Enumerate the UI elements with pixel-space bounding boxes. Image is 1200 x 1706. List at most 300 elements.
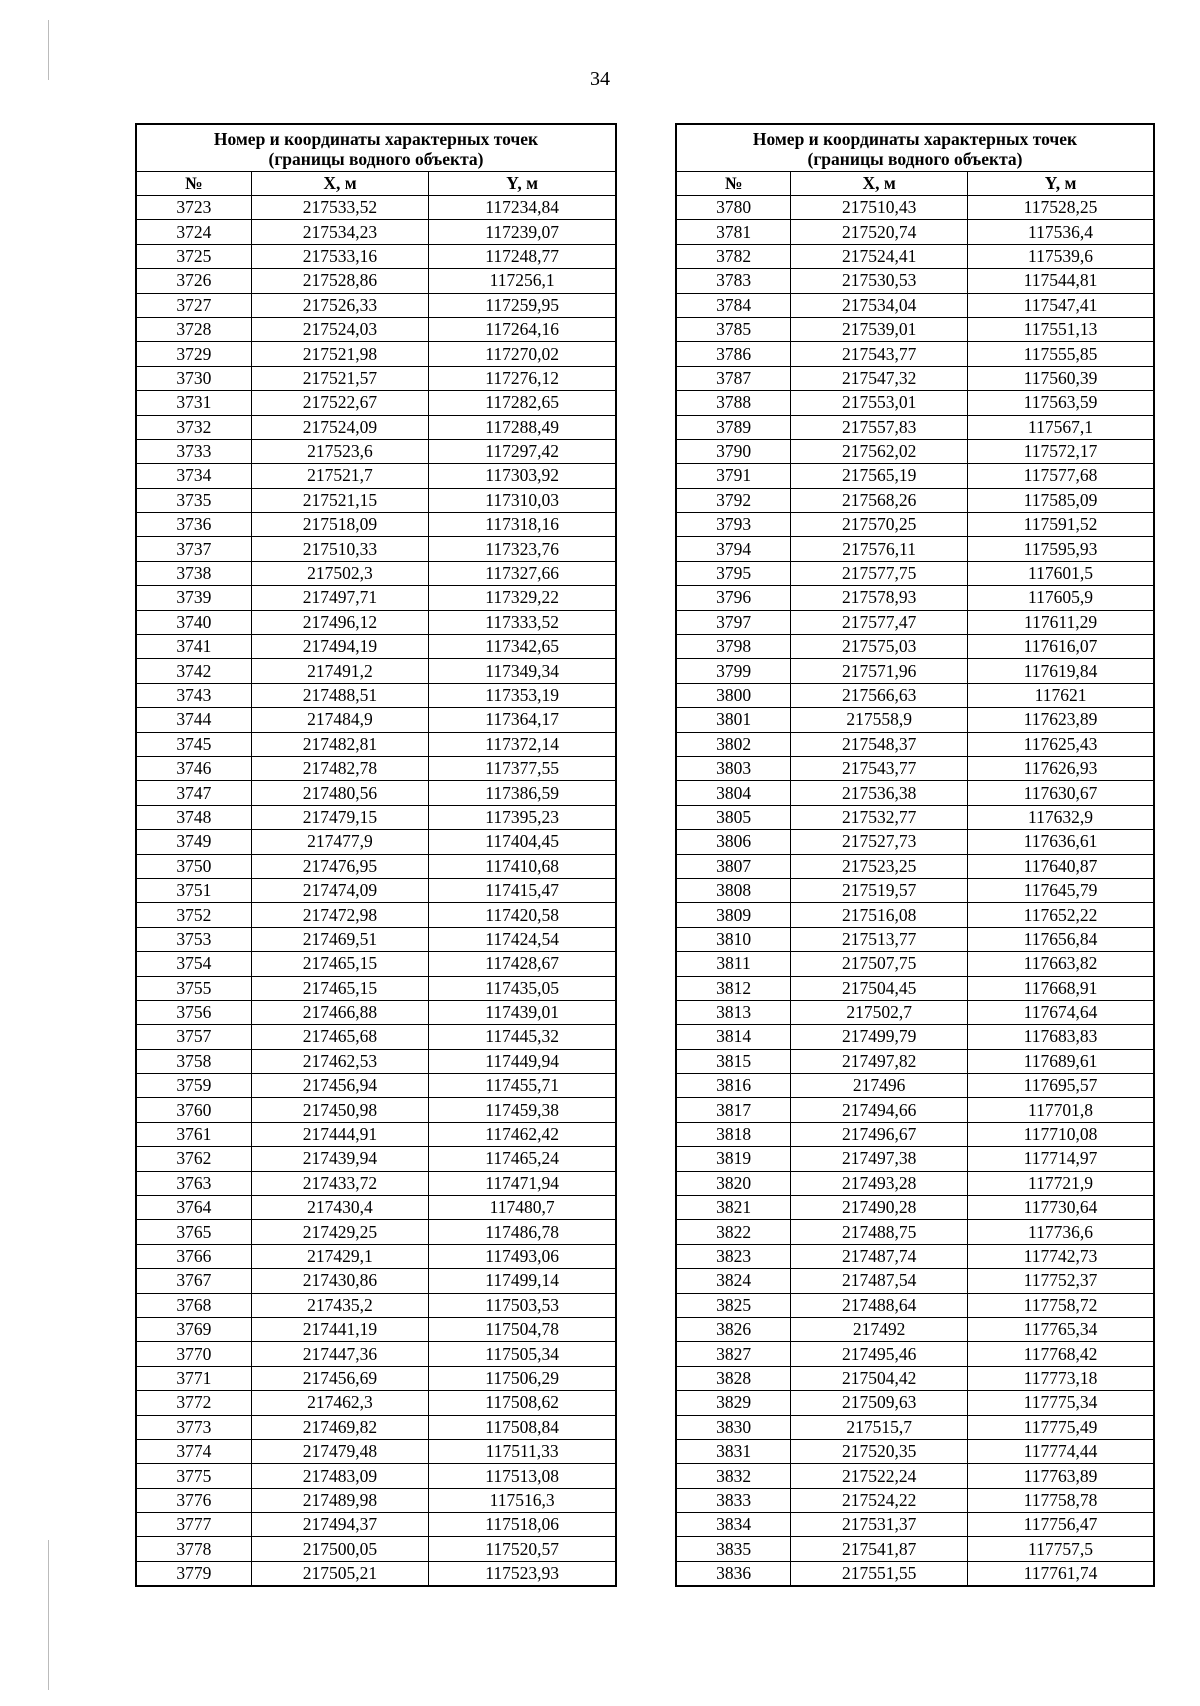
cell-x-coordinate: 217497,71 — [251, 586, 429, 610]
cell-point-number: 3748 — [136, 805, 251, 829]
cell-point-number: 3786 — [676, 342, 791, 366]
cell-x-coordinate: 217430,4 — [251, 1196, 429, 1220]
cell-y-coordinate: 117714,97 — [968, 1147, 1154, 1171]
cell-x-coordinate: 217522,24 — [791, 1464, 968, 1488]
cell-x-coordinate: 217516,08 — [791, 903, 968, 927]
cell-y-coordinate: 117297,42 — [429, 439, 616, 463]
cell-y-coordinate: 117404,45 — [429, 830, 616, 854]
table-row — [676, 1171, 1154, 1195]
cell-x-coordinate: 217483,09 — [251, 1464, 429, 1488]
cell-x-coordinate: 217571,96 — [791, 659, 968, 683]
cell-x-coordinate: 217456,69 — [251, 1366, 429, 1390]
table-row — [676, 1098, 1154, 1122]
cell-x-coordinate: 217547,32 — [791, 366, 968, 390]
table-row — [136, 1049, 616, 1073]
cell-x-coordinate: 217521,57 — [251, 366, 429, 390]
table-row — [676, 1537, 1154, 1561]
cell-x-coordinate: 217524,03 — [251, 317, 429, 341]
table-row — [676, 781, 1154, 805]
cell-x-coordinate: 217576,11 — [791, 537, 968, 561]
table-row — [136, 366, 616, 390]
cell-point-number: 3759 — [136, 1074, 251, 1098]
cell-point-number: 3796 — [676, 586, 791, 610]
cell-point-number: 3778 — [136, 1537, 251, 1561]
table-row — [676, 488, 1154, 512]
cell-x-coordinate: 217513,77 — [791, 927, 968, 951]
table-caption — [676, 124, 1154, 172]
cell-point-number: 3758 — [136, 1049, 251, 1073]
cell-y-coordinate: 117663,82 — [968, 952, 1154, 976]
cell-x-coordinate: 217530,53 — [791, 269, 968, 293]
cell-x-coordinate: 217558,9 — [791, 708, 968, 732]
table-row — [676, 1342, 1154, 1366]
table-row — [676, 1269, 1154, 1293]
table-row — [676, 952, 1154, 976]
table-row — [136, 659, 616, 683]
table-row — [136, 1098, 616, 1122]
cell-x-coordinate: 217543,77 — [791, 756, 968, 780]
cell-x-coordinate: 217570,25 — [791, 513, 968, 537]
table-row — [136, 1025, 616, 1049]
cell-point-number: 3777 — [136, 1513, 251, 1537]
table-row — [676, 1513, 1154, 1537]
cell-x-coordinate: 217462,3 — [251, 1391, 429, 1415]
cell-point-number: 3795 — [676, 561, 791, 585]
cell-x-coordinate: 217429,25 — [251, 1220, 429, 1244]
cell-x-coordinate: 217488,75 — [791, 1220, 968, 1244]
cell-point-number: 3739 — [136, 586, 251, 610]
table-row — [136, 1000, 616, 1024]
cell-x-coordinate: 217488,64 — [791, 1293, 968, 1317]
cell-point-number: 3827 — [676, 1342, 791, 1366]
cell-y-coordinate: 117415,47 — [429, 878, 616, 902]
table-row — [676, 1244, 1154, 1268]
table-row — [676, 1366, 1154, 1390]
cell-y-coordinate: 117595,93 — [968, 537, 1154, 561]
table-row — [676, 293, 1154, 317]
table-row — [136, 830, 616, 854]
cell-x-coordinate: 217551,55 — [791, 1561, 968, 1586]
table-row — [676, 244, 1154, 268]
cell-point-number: 3729 — [136, 342, 251, 366]
table-row — [676, 854, 1154, 878]
cell-point-number: 3801 — [676, 708, 791, 732]
cell-y-coordinate: 117486,78 — [429, 1220, 616, 1244]
cell-point-number: 3815 — [676, 1049, 791, 1073]
cell-y-coordinate: 117318,16 — [429, 513, 616, 537]
cell-point-number: 3750 — [136, 854, 251, 878]
cell-x-coordinate: 217441,19 — [251, 1317, 429, 1341]
table-row — [136, 683, 616, 707]
cell-y-coordinate: 117516,3 — [429, 1488, 616, 1512]
cell-point-number: 3767 — [136, 1269, 251, 1293]
cell-point-number: 3813 — [676, 1000, 791, 1024]
cell-y-coordinate: 117323,76 — [429, 537, 616, 561]
cell-point-number: 3760 — [136, 1098, 251, 1122]
cell-x-coordinate: 217487,74 — [791, 1244, 968, 1268]
cell-y-coordinate: 117493,06 — [429, 1244, 616, 1268]
cell-y-coordinate: 117555,85 — [968, 342, 1154, 366]
cell-point-number: 3779 — [136, 1561, 251, 1586]
cell-point-number: 3734 — [136, 464, 251, 488]
cell-y-coordinate: 117506,29 — [429, 1366, 616, 1390]
cell-point-number: 3763 — [136, 1171, 251, 1195]
cell-point-number: 3765 — [136, 1220, 251, 1244]
cell-x-coordinate: 217435,2 — [251, 1293, 429, 1317]
cell-x-coordinate: 217496,67 — [791, 1122, 968, 1146]
table-row — [676, 1415, 1154, 1439]
table-row — [676, 1220, 1154, 1244]
cell-point-number: 3733 — [136, 439, 251, 463]
cell-y-coordinate: 117756,47 — [968, 1513, 1154, 1537]
cell-y-coordinate: 117625,43 — [968, 732, 1154, 756]
cell-y-coordinate: 117757,5 — [968, 1537, 1154, 1561]
cell-y-coordinate: 117310,03 — [429, 488, 616, 512]
table-row — [676, 927, 1154, 951]
cell-x-coordinate: 217504,42 — [791, 1366, 968, 1390]
cell-x-coordinate: 217524,41 — [791, 244, 968, 268]
cell-x-coordinate: 217518,09 — [251, 513, 429, 537]
cell-point-number: 3799 — [676, 659, 791, 683]
cell-y-coordinate: 117656,84 — [968, 927, 1154, 951]
cell-y-coordinate: 117503,53 — [429, 1293, 616, 1317]
cell-point-number: 3757 — [136, 1025, 251, 1049]
cell-x-coordinate: 217527,73 — [791, 830, 968, 854]
cell-y-coordinate: 117504,78 — [429, 1317, 616, 1341]
cell-point-number: 3745 — [136, 732, 251, 756]
cell-y-coordinate: 117499,14 — [429, 1269, 616, 1293]
cell-point-number: 3803 — [676, 756, 791, 780]
cell-y-coordinate: 117342,65 — [429, 635, 616, 659]
cell-point-number: 3725 — [136, 244, 251, 268]
cell-x-coordinate: 217491,2 — [251, 659, 429, 683]
cell-x-coordinate: 217482,81 — [251, 732, 429, 756]
table-row — [136, 1317, 616, 1341]
cell-point-number: 3754 — [136, 952, 251, 976]
table-row — [676, 586, 1154, 610]
cell-x-coordinate: 217510,33 — [251, 537, 429, 561]
cell-y-coordinate: 117652,22 — [968, 903, 1154, 927]
cell-y-coordinate: 117528,25 — [968, 196, 1154, 220]
cell-y-coordinate: 117424,54 — [429, 927, 616, 951]
cell-y-coordinate: 117544,81 — [968, 269, 1154, 293]
cell-y-coordinate: 117276,12 — [429, 366, 616, 390]
cell-point-number: 3808 — [676, 878, 791, 902]
cell-x-coordinate: 217494,37 — [251, 1513, 429, 1537]
cell-x-coordinate: 217490,28 — [791, 1196, 968, 1220]
cell-x-coordinate: 217507,75 — [791, 952, 968, 976]
table-row — [136, 488, 616, 512]
cell-point-number: 3810 — [676, 927, 791, 951]
table-row — [136, 1537, 616, 1561]
cell-point-number: 3735 — [136, 488, 251, 512]
cell-x-coordinate: 217439,94 — [251, 1147, 429, 1171]
cell-point-number: 3743 — [136, 683, 251, 707]
column-header-x: X, м — [791, 172, 968, 196]
cell-x-coordinate: 217429,1 — [251, 1244, 429, 1268]
cell-point-number: 3782 — [676, 244, 791, 268]
cell-x-coordinate: 217524,22 — [791, 1488, 968, 1512]
cell-y-coordinate: 117459,38 — [429, 1098, 616, 1122]
cell-x-coordinate: 217474,09 — [251, 878, 429, 902]
cell-y-coordinate: 117539,6 — [968, 244, 1154, 268]
table-row — [676, 513, 1154, 537]
cell-point-number: 3723 — [136, 196, 251, 220]
table-row — [136, 244, 616, 268]
table-row — [136, 1171, 616, 1195]
cell-point-number: 3751 — [136, 878, 251, 902]
table-row — [676, 1464, 1154, 1488]
cell-x-coordinate: 217494,19 — [251, 635, 429, 659]
cell-point-number: 3818 — [676, 1122, 791, 1146]
table-caption-line2: (границы водного объекта) — [268, 149, 484, 169]
cell-y-coordinate: 117523,93 — [429, 1561, 616, 1586]
cell-y-coordinate: 117758,78 — [968, 1488, 1154, 1512]
table-row — [136, 1439, 616, 1463]
column-header-number: № — [676, 172, 791, 196]
cell-y-coordinate: 117508,84 — [429, 1415, 616, 1439]
cell-x-coordinate: 217509,63 — [791, 1391, 968, 1415]
cell-y-coordinate: 117710,08 — [968, 1122, 1154, 1146]
cell-x-coordinate: 217578,93 — [791, 586, 968, 610]
cell-point-number: 3737 — [136, 537, 251, 561]
cell-y-coordinate: 117775,34 — [968, 1391, 1154, 1415]
table-row — [676, 1391, 1154, 1415]
coordinates-table-left — [135, 123, 617, 1587]
table-row — [676, 269, 1154, 293]
cell-point-number: 3738 — [136, 561, 251, 585]
cell-x-coordinate: 217520,35 — [791, 1439, 968, 1463]
table-row — [676, 439, 1154, 463]
cell-point-number: 3744 — [136, 708, 251, 732]
cell-point-number: 3761 — [136, 1122, 251, 1146]
cell-point-number: 3770 — [136, 1342, 251, 1366]
table-body — [136, 196, 616, 1587]
cell-x-coordinate: 217521,98 — [251, 342, 429, 366]
cell-point-number: 3740 — [136, 610, 251, 634]
cell-y-coordinate: 117721,9 — [968, 1171, 1154, 1195]
table-row — [136, 391, 616, 415]
cell-y-coordinate: 117623,89 — [968, 708, 1154, 732]
cell-point-number: 3788 — [676, 391, 791, 415]
table-row — [676, 366, 1154, 390]
cell-y-coordinate: 117630,67 — [968, 781, 1154, 805]
cell-x-coordinate: 217430,86 — [251, 1269, 429, 1293]
cell-point-number: 3776 — [136, 1488, 251, 1512]
cell-x-coordinate: 217523,6 — [251, 439, 429, 463]
cell-x-coordinate: 217519,57 — [791, 878, 968, 902]
cell-x-coordinate: 217447,36 — [251, 1342, 429, 1366]
table-row — [676, 1049, 1154, 1073]
cell-x-coordinate: 217577,75 — [791, 561, 968, 585]
cell-y-coordinate: 117364,17 — [429, 708, 616, 732]
cell-y-coordinate: 117619,84 — [968, 659, 1154, 683]
cell-point-number: 3806 — [676, 830, 791, 854]
cell-y-coordinate: 117445,32 — [429, 1025, 616, 1049]
table-row — [676, 561, 1154, 585]
cell-point-number: 3822 — [676, 1220, 791, 1244]
cell-x-coordinate: 217526,33 — [251, 293, 429, 317]
cell-point-number: 3756 — [136, 1000, 251, 1024]
cell-point-number: 3831 — [676, 1439, 791, 1463]
cell-y-coordinate: 117513,08 — [429, 1464, 616, 1488]
cell-y-coordinate: 117611,29 — [968, 610, 1154, 634]
table-row — [136, 635, 616, 659]
cell-y-coordinate: 117621 — [968, 683, 1154, 707]
table-row — [136, 464, 616, 488]
table-row — [676, 196, 1154, 220]
cell-y-coordinate: 117505,34 — [429, 1342, 616, 1366]
cell-y-coordinate: 117572,17 — [968, 439, 1154, 463]
cell-y-coordinate: 117683,83 — [968, 1025, 1154, 1049]
table-row — [676, 610, 1154, 634]
cell-y-coordinate: 117632,9 — [968, 805, 1154, 829]
cell-x-coordinate: 217566,63 — [791, 683, 968, 707]
cell-point-number: 3731 — [136, 391, 251, 415]
table-row — [136, 1391, 616, 1415]
cell-y-coordinate: 117288,49 — [429, 415, 616, 439]
cell-x-coordinate: 217504,45 — [791, 976, 968, 1000]
cell-y-coordinate: 117626,93 — [968, 756, 1154, 780]
cell-y-coordinate: 117563,59 — [968, 391, 1154, 415]
cell-point-number: 3785 — [676, 317, 791, 341]
cell-y-coordinate: 117439,01 — [429, 1000, 616, 1024]
table-row — [676, 903, 1154, 927]
cell-point-number: 3811 — [676, 952, 791, 976]
column-header-x: X, м — [251, 172, 429, 196]
cell-x-coordinate: 217469,82 — [251, 1415, 429, 1439]
cell-x-coordinate: 217497,38 — [791, 1147, 968, 1171]
cell-point-number: 3823 — [676, 1244, 791, 1268]
table-row — [676, 537, 1154, 561]
cell-point-number: 3747 — [136, 781, 251, 805]
cell-point-number: 3794 — [676, 537, 791, 561]
table-row — [136, 513, 616, 537]
cell-point-number: 3764 — [136, 1196, 251, 1220]
cell-x-coordinate: 217484,9 — [251, 708, 429, 732]
cell-x-coordinate: 217466,88 — [251, 1000, 429, 1024]
cell-point-number: 3816 — [676, 1074, 791, 1098]
cell-y-coordinate: 117616,07 — [968, 635, 1154, 659]
cell-point-number: 3828 — [676, 1366, 791, 1390]
cell-point-number: 3797 — [676, 610, 791, 634]
table-row — [676, 805, 1154, 829]
cell-y-coordinate: 117668,91 — [968, 976, 1154, 1000]
table-row — [136, 293, 616, 317]
cell-y-coordinate: 117508,62 — [429, 1391, 616, 1415]
cell-point-number: 3784 — [676, 293, 791, 317]
cell-point-number: 3726 — [136, 269, 251, 293]
table-row — [136, 610, 616, 634]
table-row — [136, 903, 616, 927]
cell-y-coordinate: 117591,52 — [968, 513, 1154, 537]
table-row — [136, 269, 616, 293]
table-row — [676, 220, 1154, 244]
cell-y-coordinate: 117333,52 — [429, 610, 616, 634]
cell-point-number: 3730 — [136, 366, 251, 390]
cell-y-coordinate: 117462,42 — [429, 1122, 616, 1146]
table-row — [136, 439, 616, 463]
cell-x-coordinate: 217565,19 — [791, 464, 968, 488]
cell-y-coordinate: 117758,72 — [968, 1293, 1154, 1317]
cell-point-number: 3787 — [676, 366, 791, 390]
cell-y-coordinate: 117303,92 — [429, 464, 616, 488]
column-header-y: Y, м — [968, 172, 1154, 196]
cell-y-coordinate: 117567,1 — [968, 415, 1154, 439]
table-row — [136, 976, 616, 1000]
cell-y-coordinate: 117234,84 — [429, 196, 616, 220]
table-row — [136, 537, 616, 561]
cell-point-number: 3773 — [136, 1415, 251, 1439]
column-header-number: № — [136, 172, 251, 196]
cell-x-coordinate: 217523,25 — [791, 854, 968, 878]
table-row — [676, 415, 1154, 439]
table-row — [136, 1293, 616, 1317]
cell-x-coordinate: 217476,95 — [251, 854, 429, 878]
cell-x-coordinate: 217433,72 — [251, 1171, 429, 1195]
cell-x-coordinate: 217521,7 — [251, 464, 429, 488]
cell-x-coordinate: 217489,98 — [251, 1488, 429, 1512]
cell-x-coordinate: 217465,15 — [251, 952, 429, 976]
cell-point-number: 3820 — [676, 1171, 791, 1195]
cell-point-number: 3774 — [136, 1439, 251, 1463]
table-row — [136, 1196, 616, 1220]
table-row — [136, 586, 616, 610]
cell-x-coordinate: 217539,01 — [791, 317, 968, 341]
table-row — [136, 927, 616, 951]
cell-point-number: 3812 — [676, 976, 791, 1000]
table-caption — [136, 124, 616, 172]
cell-point-number: 3819 — [676, 1147, 791, 1171]
cell-y-coordinate: 117471,94 — [429, 1171, 616, 1195]
cell-x-coordinate: 217499,79 — [791, 1025, 968, 1049]
table-row — [676, 1293, 1154, 1317]
cell-point-number: 3752 — [136, 903, 251, 927]
cell-point-number: 3821 — [676, 1196, 791, 1220]
cell-x-coordinate: 217479,48 — [251, 1439, 429, 1463]
cell-y-coordinate: 117551,13 — [968, 317, 1154, 341]
cell-y-coordinate: 117742,73 — [968, 1244, 1154, 1268]
cell-y-coordinate: 117701,8 — [968, 1098, 1154, 1122]
table-row — [136, 561, 616, 585]
cell-y-coordinate: 117239,07 — [429, 220, 616, 244]
cell-y-coordinate: 117636,61 — [968, 830, 1154, 854]
cell-x-coordinate: 217456,94 — [251, 1074, 429, 1098]
cell-y-coordinate: 117420,58 — [429, 903, 616, 927]
cell-point-number: 3805 — [676, 805, 791, 829]
cell-y-coordinate: 117259,95 — [429, 293, 616, 317]
cell-y-coordinate: 117386,59 — [429, 781, 616, 805]
cell-x-coordinate: 217528,86 — [251, 269, 429, 293]
cell-point-number: 3798 — [676, 635, 791, 659]
cell-x-coordinate: 217465,15 — [251, 976, 429, 1000]
table-row — [136, 878, 616, 902]
cell-y-coordinate: 117327,66 — [429, 561, 616, 585]
table-row — [136, 342, 616, 366]
cell-x-coordinate: 217524,09 — [251, 415, 429, 439]
table-row — [136, 781, 616, 805]
cell-point-number: 3817 — [676, 1098, 791, 1122]
cell-point-number: 3762 — [136, 1147, 251, 1171]
cell-x-coordinate: 217444,91 — [251, 1122, 429, 1146]
cell-x-coordinate: 217533,52 — [251, 196, 429, 220]
cell-x-coordinate: 217497,82 — [791, 1049, 968, 1073]
table-row — [676, 1561, 1154, 1586]
table-row — [136, 317, 616, 341]
table-row — [676, 683, 1154, 707]
cell-point-number: 3766 — [136, 1244, 251, 1268]
cell-x-coordinate: 217495,46 — [791, 1342, 968, 1366]
